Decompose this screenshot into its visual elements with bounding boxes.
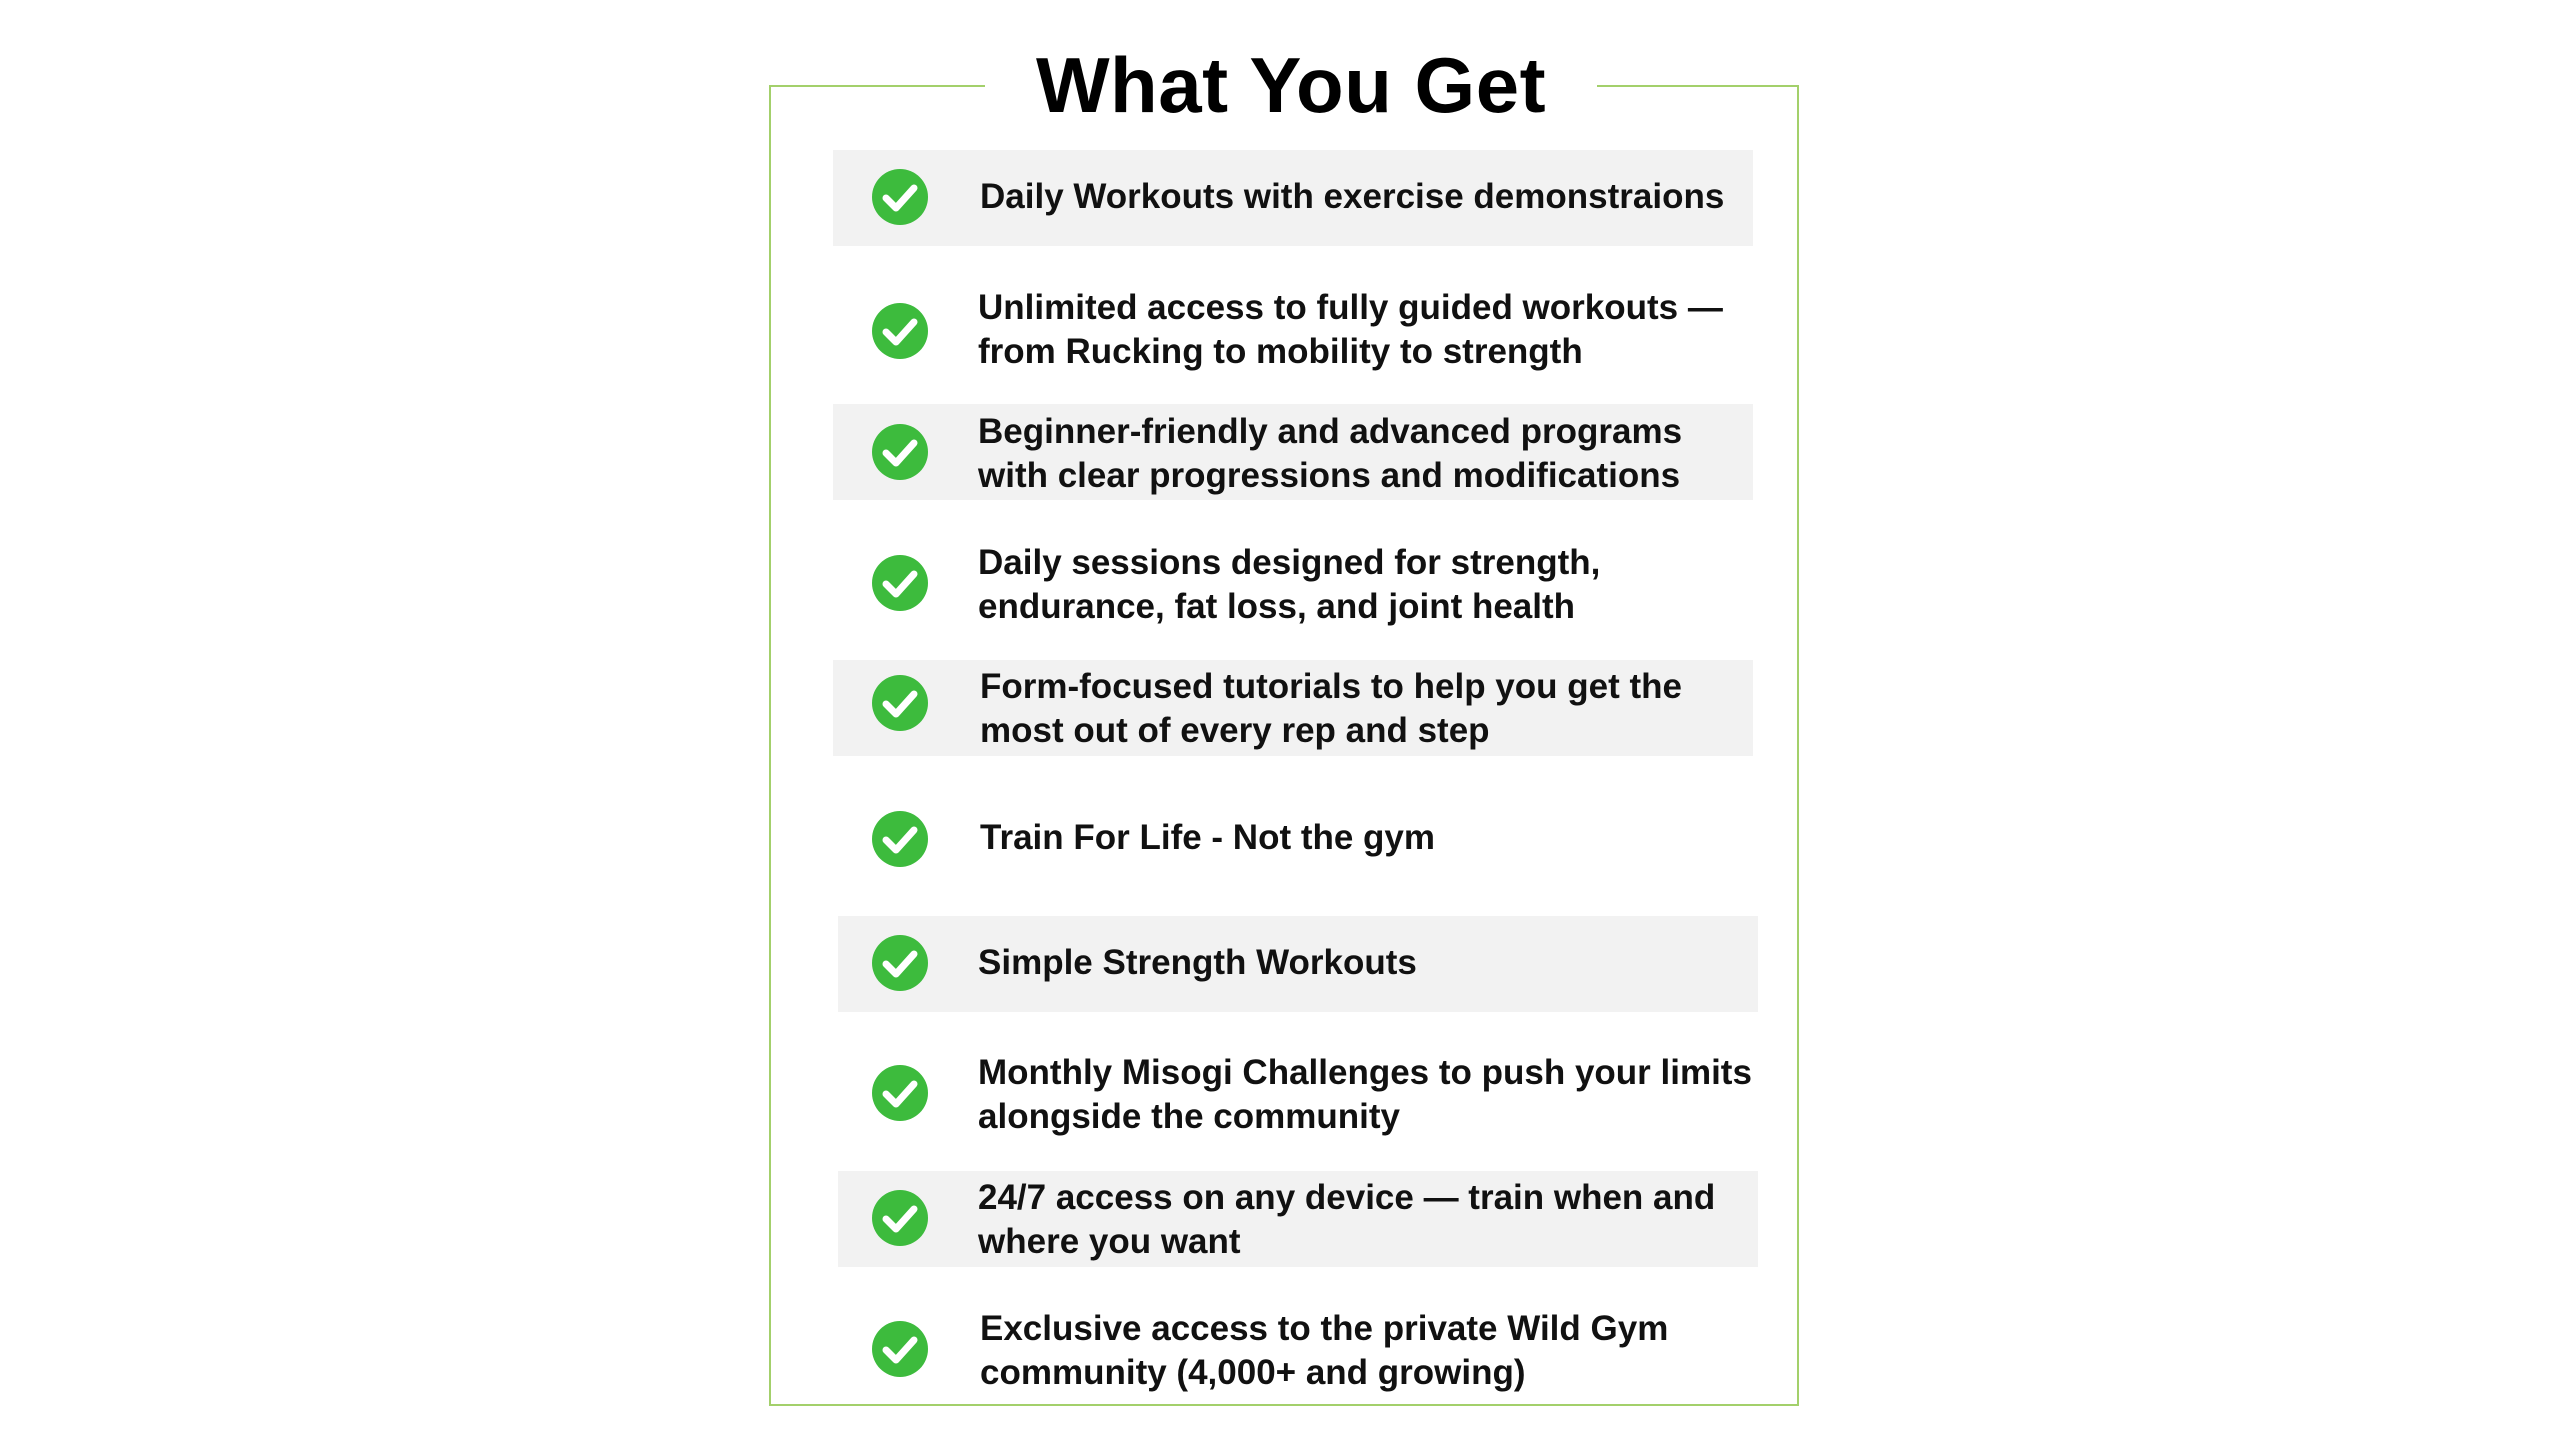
check-circle-icon [872, 1321, 928, 1377]
item-text [978, 1051, 1752, 1139]
check-circle-icon [872, 1190, 928, 1246]
item-line-1: Unlimited access to fully guided workouts — [978, 288, 1723, 327]
item-line-2: with clear progressions and modifications [978, 456, 1681, 495]
item-line-2: community (4,000+ and growing) [980, 1353, 1526, 1392]
check-circle-icon [872, 675, 928, 731]
item-text [978, 1176, 1715, 1264]
item-line-1: Daily Workouts with exercise demonstraions [980, 177, 1725, 216]
item-line-2: most out of every rep and step [980, 711, 1490, 750]
item-line-1: Form-focused tutorials to help you get the [980, 667, 1682, 706]
item-text [980, 175, 1724, 219]
item-text [980, 1307, 1668, 1395]
item-line-1: Daily sessions designed for strength, [978, 543, 1601, 582]
item-text [978, 941, 1417, 985]
item-text [978, 541, 1600, 629]
item-text [978, 410, 1682, 498]
item-line-1: Beginner-friendly and advanced programs [978, 412, 1683, 451]
check-circle-icon [872, 424, 928, 480]
check-circle-icon [872, 811, 928, 867]
item-line-2: from Rucking to mobility to strength [978, 332, 1583, 371]
item-line-1: 24/7 access on any device — train when and [978, 1178, 1716, 1217]
check-circle-icon [872, 169, 928, 225]
item-text [978, 286, 1723, 374]
item-line-1: Monthly Misogi Challenges to push your limits [978, 1053, 1752, 1092]
item-line-2: where you want [978, 1222, 1241, 1261]
item-line-1: Exclusive access to the private Wild Gym [980, 1309, 1669, 1348]
item-line-2: alongside the community [978, 1097, 1400, 1136]
check-circle-icon [872, 555, 928, 611]
check-circle-icon [872, 1065, 928, 1121]
check-circle-icon [872, 935, 928, 991]
item-text [980, 665, 1682, 753]
item-line-1: Simple Strength Workouts [978, 943, 1417, 982]
page-title: What You Get [985, 30, 1597, 140]
item-line-1: Train For Life - Not the gym [980, 818, 1436, 857]
check-circle-icon [872, 303, 928, 359]
item-text [980, 816, 1435, 860]
item-line-2: endurance, fat loss, and joint health [978, 587, 1576, 626]
